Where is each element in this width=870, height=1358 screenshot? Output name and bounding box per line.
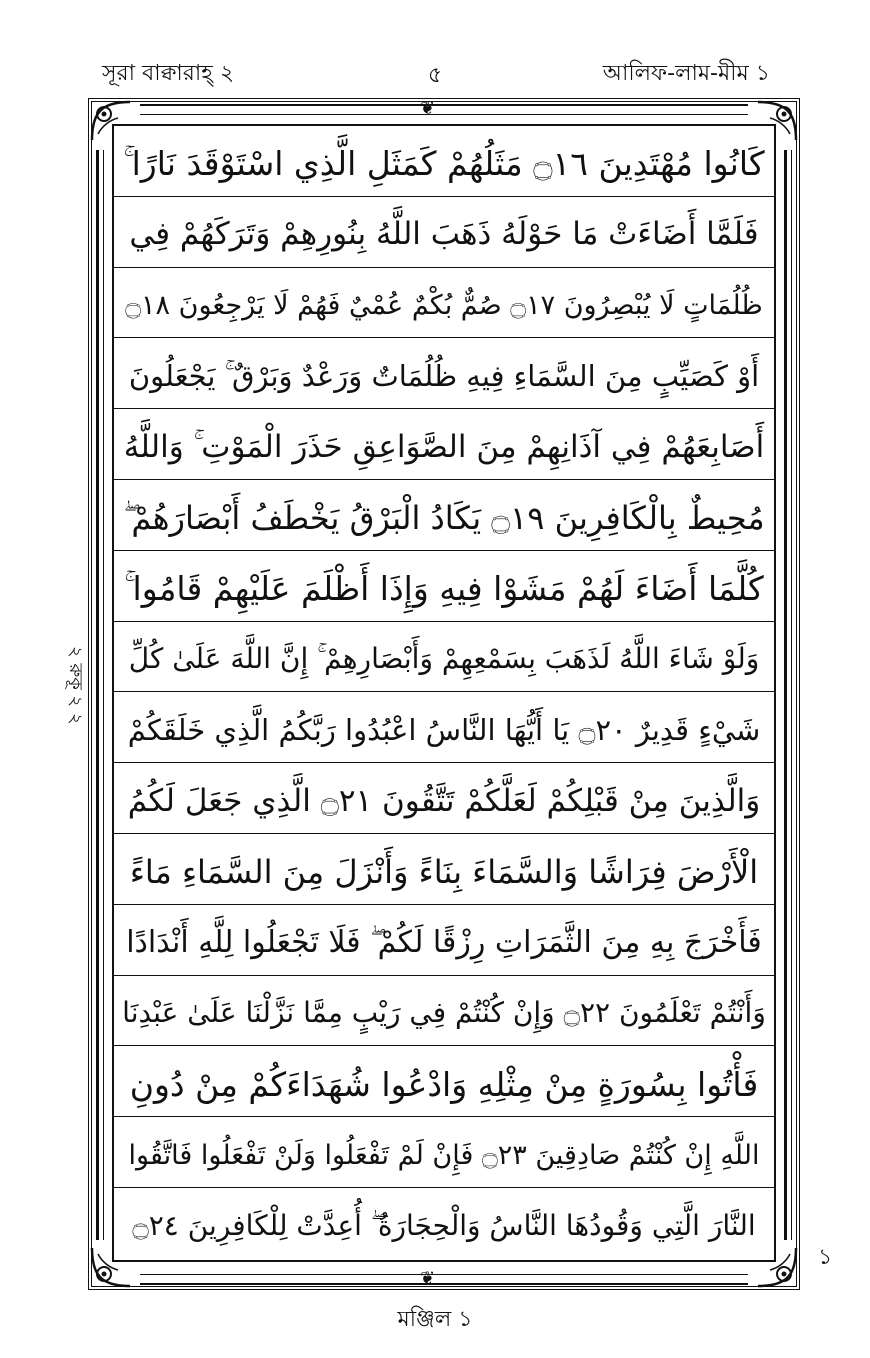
text-line: شَيْءٍ قَدِيرٌ ۝٢٠ يَا أَيُّهَا النَّاسُ اعْبُدُوا رَبَّكُمُ الَّذِي خَلَقَكُمْ (114, 692, 774, 763)
top-border-band (140, 104, 748, 115)
bottom-border-band (140, 1274, 748, 1285)
top-flourish-icon: ❦ (420, 98, 436, 119)
bottom-flourish-icon: ❦ (420, 1268, 436, 1289)
text-line: أَوْ كَصَيِّبٍ مِنَ السَّمَاءِ فِيهِ ظُلُمَاتٌ وَرَعْدٌ وَبَرْقٌ ۚ يَجْعَلُونَ (114, 338, 774, 409)
text-line: النَّارَ الَّتِي وَقُودُهَا النَّاسُ وَالْحِجَارَةُ ۖ أُعِدَّتْ لِلْكَافِرِينَ ۝٢٤ (132, 1209, 756, 1243)
footer-manzil: মঞ্জিল ১ (397, 1307, 473, 1332)
text-line: كَانُوا مُهْتَدِينَ ۝١٦ مَثَلُهُمْ كَمَثَلِ الَّذِي اسْتَوْقَدَ نَارًا ۚ (114, 126, 774, 197)
text-line: فَلَمَّا أَضَاءَتْ مَا حَوْلَهُ ذَهَبَ اللَّهُ بِنُورِهِمْ وَتَرَكَهُمْ فِي (114, 197, 774, 268)
text-line: وَالَّذِينَ مِنْ قَبْلِكُمْ لَعَلَّكُمْ تَتَّقُونَ ۝٢١ الَّذِي جَعَلَ لَكُمُ (114, 763, 774, 834)
quran-text-block (114, 126, 774, 1259)
margin-mark: ১ (818, 1245, 833, 1270)
text-line: الْأَرْضَ فِرَاشًا وَالسَّمَاءَ بِنَاءً وَأَنْزَلَ مِنَ السَّمَاءِ مَاءً (114, 834, 774, 905)
header-para-name: আলিফ-লাম-মীম ১ (602, 61, 770, 86)
text-line: فَأَخْرَجَ بِهِ مِنَ الثَّمَرَاتِ رِزْقًا لَكُمْ ۖ فَلَا تَجْعَلُوا لِلَّهِ أَنْدَادًا (114, 905, 774, 976)
right-border-band (784, 150, 792, 1240)
header-surah-name: সূরা বাক্বারাহ্ ২ (102, 61, 235, 86)
text-line: ظُلُمَاتٍ لَا يُبْصِرُونَ ۝١٧ صُمٌّ بُكْمٌ عُمْيٌ فَهُمْ لَا يَرْجِعُونَ ۝١٨ (114, 268, 774, 339)
text-line: وَأَنْتُمْ تَعْلَمُونَ ۝٢٢ وَإِنْ كُنْتُمْ فِي رَيْبٍ مِمَّا نَزَّلْنَا عَلَىٰ عَبْدِنَا (114, 976, 774, 1047)
ruku-margin-note: ২ রুকূ ২ ২ (65, 646, 86, 725)
text-line: مُحِيطٌ بِالْكَافِرِينَ ۝١٩ يَكَادُ الْبَرْقُ يَخْطَفُ أَبْصَارَهُمْ ۖ (114, 480, 774, 551)
text-line: اللَّهِ إِنْ كُنْتُمْ صَادِقِينَ ۝٢٣ فَإِنْ لَمْ تَفْعَلُوا وَلَنْ تَفْعَلُوا فَاتَّقُوا (114, 1117, 774, 1188)
page-number: ৫ (427, 63, 443, 88)
text-line: فَأْتُوا بِسُورَةٍ مِنْ مِثْلِهِ وَادْعُوا شُهَدَاءَكُمْ مِنْ دُونِ (114, 1046, 774, 1117)
left-border-band (96, 150, 104, 1240)
text-line: أَصَابِعَهُمْ فِي آذَانِهِمْ مِنَ الصَّوَاعِقِ حَذَرَ الْمَوْتِ ۚ وَاللَّهُ (114, 409, 774, 480)
text-line: وَلَوْ شَاءَ اللَّهُ لَذَهَبَ بِسَمْعِهِمْ وَأَبْصَارِهِمْ ۚ إِنَّ اللَّهَ عَلَىٰ كُلِّ (114, 622, 774, 693)
text-line: كُلَّمَا أَضَاءَ لَهُمْ مَشَوْا فِيهِ وَإِذَا أَظْلَمَ عَلَيْهِمْ قَامُوا ۚ (114, 551, 774, 622)
